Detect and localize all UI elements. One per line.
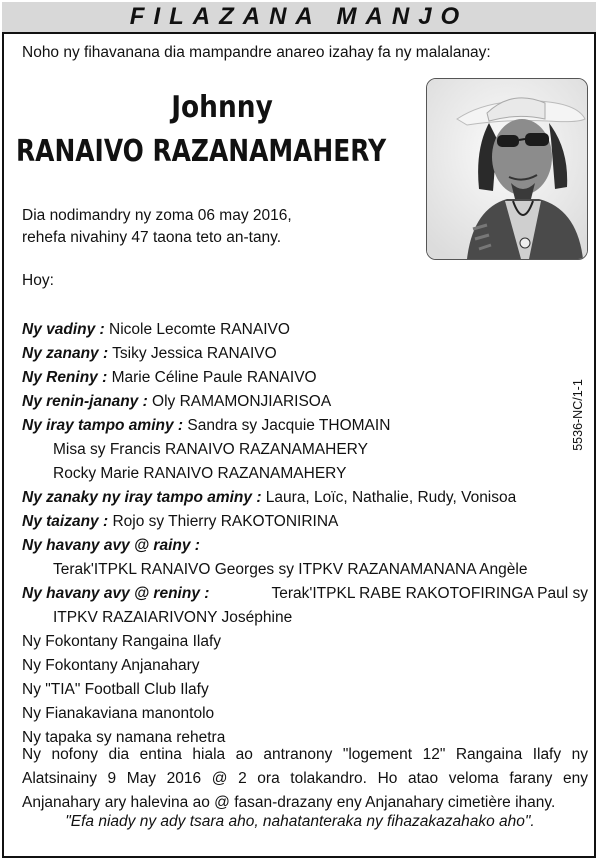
- relative-names: Terak'ITPKL RANAIVO Georges sy ITPKV RAZANAMANANA Angèle: [53, 561, 528, 578]
- relative-row: [22, 318, 588, 342]
- deceased-photo: [426, 78, 588, 260]
- relative-names: Sandra sy Jacquie THOMAIN: [183, 417, 391, 434]
- group-row: [22, 654, 588, 678]
- notice-header: [2, 2, 596, 34]
- relative-names: Misa sy Francis RANAIVO RAZANAMAHERY: [53, 441, 368, 458]
- deceased-first-name: Johnny: [171, 90, 273, 125]
- relative-row: [22, 366, 588, 390]
- relative-row: [22, 342, 588, 366]
- closing-quote: "Efa niady ny ady tsara aho, nahatanteraka ny fihazakazahako aho".: [65, 813, 535, 830]
- relative-label: Ny Reniny :: [22, 369, 108, 386]
- reference-code: [568, 370, 588, 460]
- reference-code-text: 5536-NC/1-1: [571, 379, 585, 451]
- funeral-details: Ny nofony dia entina hiala ao antranony "logement 12" Rangaina Ilafy ny Alatsinainy 9 May 2016 @ 2 ora tolakandro. Ho atao veloma farany eny Anjanahary ary halevina ao @ fasan-drazany eny Anjanahary cimetière ihany.: [22, 746, 588, 811]
- relative-row: [22, 582, 588, 606]
- relative-row: [22, 414, 588, 438]
- relative-label: Ny vadiny :: [22, 321, 105, 338]
- death-date-line: Dia nodimandry ny zoma 06 may 2016,: [22, 207, 292, 224]
- relative-names: Marie Céline Paule RANAIVO: [107, 369, 317, 386]
- relative-label: Ny havany avy @ reniny :: [22, 585, 210, 602]
- deceased-last-name: RANAIVO RAZANAMAHERY: [16, 134, 387, 169]
- relative-row: [22, 462, 588, 486]
- relative-row: [22, 438, 588, 462]
- relative-label: Ny zanany :: [22, 345, 109, 362]
- group-row: [22, 630, 588, 654]
- group-name: Ny tapaka sy namana rehetra: [22, 729, 226, 746]
- relative-names: Terak'ITPKL RABE RAKOTOFIRINGA Paul sy: [271, 585, 588, 602]
- relative-names: Laura, Loïc, Nathalie, Rudy, Vonisoa: [261, 489, 517, 506]
- relative-names: Oly RAMAMONJIARISOA: [147, 393, 332, 410]
- relative-names: Nicole Lecomte RANAIVO: [104, 321, 290, 338]
- group-name: Ny Fianakaviana manontolo: [22, 705, 215, 722]
- death-info: [22, 205, 292, 249]
- relative-label: Ny iray tampo aminy :: [22, 417, 184, 434]
- relative-row: [22, 510, 588, 534]
- death-age-line: rehefa nivahiny 47 taona teto an-tany.: [22, 229, 282, 246]
- group-name: Ny "TIA" Football Club Ilafy: [22, 681, 209, 698]
- relative-label: Ny taizany :: [22, 513, 109, 530]
- relative-names: Tsiky Jessica RANAIVO: [108, 345, 277, 362]
- group-row: [22, 702, 588, 726]
- relative-row: [22, 486, 588, 510]
- relative-row: [22, 534, 588, 558]
- relative-row: [22, 606, 588, 630]
- relative-names: Rojo sy Thierry RAKOTONIRINA: [108, 513, 339, 530]
- hoy-label: Hoy:: [22, 272, 54, 289]
- relative-label: Ny havany avy @ rainy :: [22, 537, 200, 554]
- relatives-list: [22, 318, 588, 750]
- relative-row: [22, 390, 588, 414]
- group-name: Ny Fokontany Anjanahary: [22, 657, 200, 674]
- relative-names: ITPKV RAZAIARIVONY Joséphine: [53, 609, 293, 626]
- group-name: Ny Fokontany Rangaina Ilafy: [22, 633, 222, 650]
- relative-label: Ny zanaky ny iray tampo aminy :: [22, 489, 262, 506]
- notice-title: FILAZANA MANJO: [129, 3, 469, 30]
- intro-text: Noho ny fihavanana dia mampandre anareo izahay fa ny malalanay:: [22, 44, 491, 61]
- portrait-illustration: [427, 79, 587, 259]
- relative-row: [22, 558, 588, 582]
- group-row: [22, 678, 588, 702]
- relative-label: Ny renin-janany :: [22, 393, 148, 410]
- relative-names: Rocky Marie RANAIVO RAZANAMAHERY: [53, 465, 347, 482]
